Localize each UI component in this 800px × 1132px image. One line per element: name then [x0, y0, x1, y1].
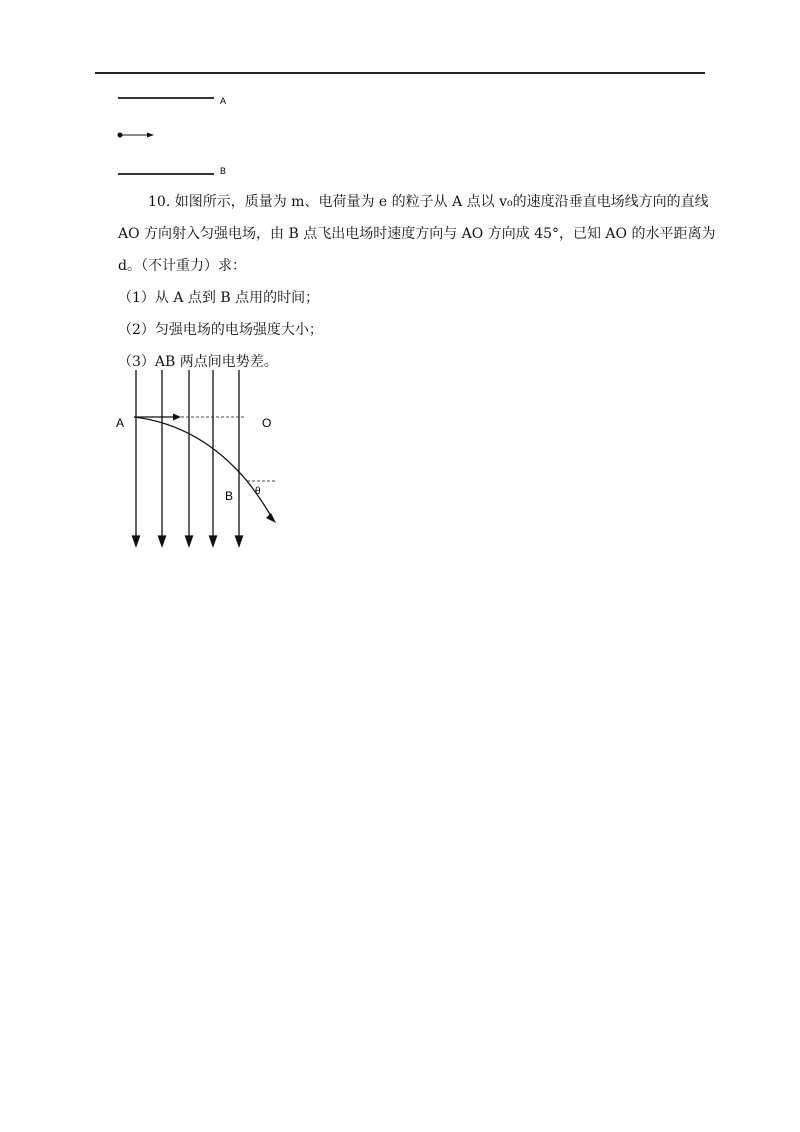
- field-line-5-arrow: [236, 536, 243, 546]
- sub-question-1: （1）从 A 点到 B 点用的时间；: [118, 290, 320, 306]
- header-rule: [95, 72, 705, 74]
- field-line-3-arrow: [186, 536, 193, 546]
- label-a: A: [116, 416, 125, 430]
- sub-question-2: （2）匀强电场的电场强度大小；: [118, 322, 323, 338]
- question-line-1: 10. 如图所示，质量为 m、电荷量为 e 的粒子从 A 点以 v₀的速度沿垂直电场线方向的直线: [148, 194, 709, 210]
- plate-a-label: A: [220, 96, 227, 106]
- plate-b-label: B: [220, 166, 227, 176]
- label-theta: θ: [255, 486, 261, 497]
- field-line-4-arrow: [210, 536, 217, 546]
- trajectory-curve: [134, 417, 272, 518]
- field-lines: [133, 370, 243, 546]
- parallel-plates-figure: [110, 88, 240, 183]
- sub-question-3: （3）AB 两点间电势差。: [118, 354, 278, 370]
- label-b: B: [225, 489, 234, 503]
- field-line-1-arrow: [133, 536, 140, 546]
- field-line-2-arrow: [159, 536, 166, 546]
- initial-velocity-arrowhead: [173, 414, 181, 421]
- arrowhead: [147, 133, 154, 138]
- label-o: O: [262, 416, 272, 430]
- question-line-2: AO 方向射入匀强电场，由 B 点飞出电场时速度方向与 AO 方向成 45°，已知 AO 的水平距离为: [118, 226, 716, 242]
- trajectory-arrowhead: [266, 513, 276, 523]
- question-line-3: d。（不计重力）求：: [118, 258, 246, 274]
- electric-field-figure: [105, 365, 295, 555]
